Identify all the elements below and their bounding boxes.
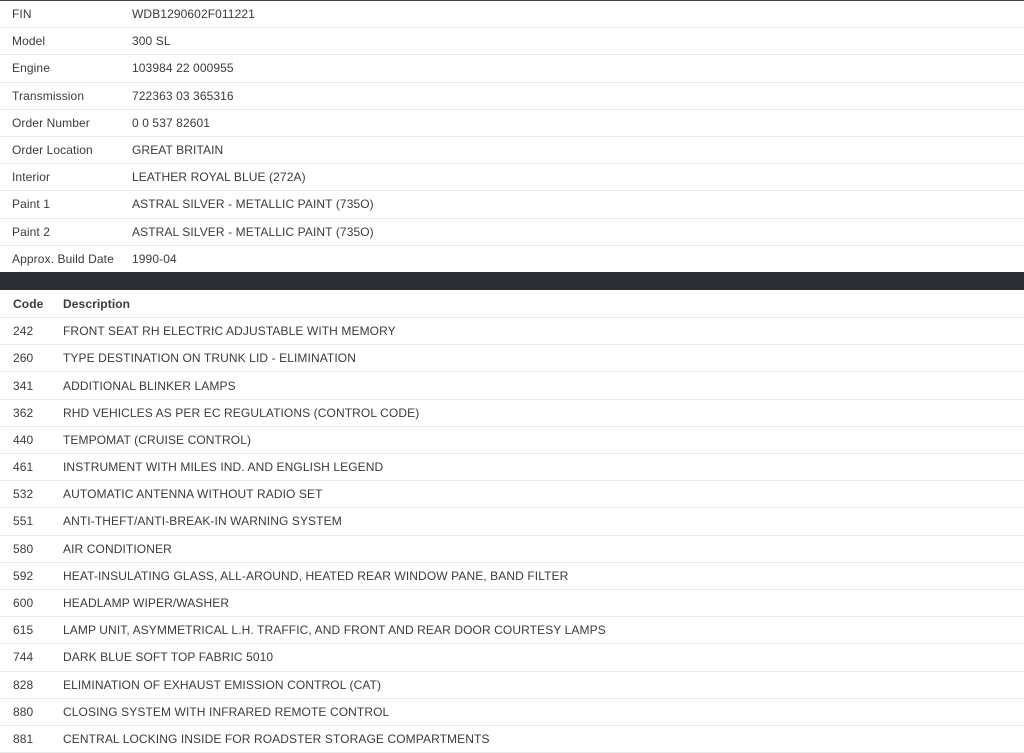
vehicle-info-value: 722363 03 365316	[132, 82, 1024, 109]
vehicle-info-value: ASTRAL SILVER - METALLIC PAINT (735O)	[132, 218, 1024, 245]
vehicle-info-label: Transmission	[0, 82, 132, 109]
option-code-row	[0, 535, 1024, 562]
option-codes-table	[0, 290, 1024, 753]
option-code-cell: 551	[0, 508, 63, 535]
option-code-cell: 242	[0, 318, 63, 345]
vehicle-info-label: Paint 1	[0, 191, 132, 218]
vehicle-info-value: LEATHER ROYAL BLUE (272A)	[132, 164, 1024, 191]
option-code-row	[0, 698, 1024, 725]
option-code-row	[0, 562, 1024, 589]
vehicle-info-value: 1990-04	[132, 252, 177, 267]
option-codes-header	[0, 290, 1024, 317]
option-description-cell: CENTRAL LOCKING INSIDE FOR ROADSTER STORAGE COMPARTMENTS	[63, 725, 1024, 752]
option-code-row	[0, 725, 1024, 752]
option-code-row	[0, 481, 1024, 508]
option-code-row	[0, 426, 1024, 453]
option-code-cell: 880	[0, 698, 63, 725]
option-description-cell: HEADLAMP WIPER/WASHER	[63, 589, 1024, 616]
option-code-cell: 341	[0, 372, 63, 399]
option-code-cell: 744	[0, 644, 63, 671]
option-code-cell: 362	[0, 399, 63, 426]
option-code-cell: 461	[0, 454, 63, 481]
option-code-row	[0, 399, 1024, 426]
option-description-cell: AIR CONDITIONER	[63, 535, 1024, 562]
option-code-row	[0, 372, 1024, 399]
vehicle-info-label: FIN	[0, 1, 132, 28]
option-description-cell: LAMP UNIT, ASYMMETRICAL L.H. TRAFFIC, AND FRONT AND REAR DOOR COURTESY LAMPS	[63, 617, 1024, 644]
vehicle-info-label: Interior	[0, 164, 132, 191]
vehicle-info-label: Order Number	[0, 109, 132, 136]
vehicle-info-row	[0, 109, 1024, 136]
vehicle-info-label: Paint 2	[0, 218, 132, 245]
vehicle-info-body	[0, 1, 1024, 273]
option-description-cell: TYPE DESTINATION ON TRUNK LID - ELIMINATION	[63, 345, 1024, 372]
option-code-row	[0, 345, 1024, 372]
option-code-cell: 260	[0, 345, 63, 372]
vehicle-info-label: Model	[0, 28, 132, 55]
vehicle-info-value: WDB1290602F011221	[132, 1, 1024, 28]
option-code-cell: 532	[0, 481, 63, 508]
vehicle-info-row	[0, 164, 1024, 191]
option-description-cell: AUTOMATIC ANTENNA WITHOUT RADIO SET	[63, 481, 1024, 508]
vehicle-info-row	[0, 28, 1024, 55]
vehicle-info-row	[0, 82, 1024, 109]
option-description-cell: RHD VEHICLES AS PER EC REGULATIONS (CONTROL CODE)	[63, 399, 1024, 426]
option-description-cell: ADDITIONAL BLINKER LAMPS	[63, 372, 1024, 399]
vehicle-info-row	[0, 218, 1024, 245]
option-description-cell: FRONT SEAT RH ELECTRIC ADJUSTABLE WITH MEMORY	[63, 318, 1024, 345]
option-code-cell: 881	[0, 725, 63, 752]
vehicle-info-value: ASTRAL SILVER - METALLIC PAINT (735O)	[132, 191, 1024, 218]
option-codes-body	[0, 318, 1024, 753]
vehicle-info-table	[0, 0, 1024, 272]
option-code-row	[0, 671, 1024, 698]
option-code-cell: 615	[0, 617, 63, 644]
vehicle-info-label: Engine	[0, 55, 132, 82]
option-description-cell: CLOSING SYSTEM WITH INFRARED REMOTE CONTROL	[63, 698, 1024, 725]
option-code-cell: 580	[0, 535, 63, 562]
option-description-cell: HEAT-INSULATING GLASS, ALL-AROUND, HEATED REAR WINDOW PANE, BAND FILTER	[63, 562, 1024, 589]
option-code-row	[0, 617, 1024, 644]
option-description-cell: TEMPOMAT (CRUISE CONTROL)	[63, 426, 1024, 453]
option-codes-header-description: Description	[63, 290, 1024, 317]
vehicle-info-value: 103984 22 000955	[132, 55, 1024, 82]
vehicle-info-row	[0, 55, 1024, 82]
section-divider-bar	[0, 272, 1024, 290]
vehicle-info-row	[0, 245, 1024, 272]
option-code-cell: 592	[0, 562, 63, 589]
vehicle-info-label: Approx. Build Date	[12, 252, 114, 267]
vehicle-info-row	[0, 191, 1024, 218]
vehicle-info-value: GREAT BRITAIN	[132, 136, 1024, 163]
option-code-row	[0, 644, 1024, 671]
option-code-row	[0, 589, 1024, 616]
option-codes-header-code: Code	[0, 290, 63, 317]
option-code-cell: 440	[0, 426, 63, 453]
option-code-row	[0, 508, 1024, 535]
option-codes-header-row	[0, 290, 1024, 317]
vehicle-info-row	[0, 136, 1024, 163]
option-code-row	[0, 454, 1024, 481]
option-code-row	[0, 318, 1024, 345]
option-code-cell: 828	[0, 671, 63, 698]
option-description-cell: DARK BLUE SOFT TOP FABRIC 5010	[63, 644, 1024, 671]
option-description-cell: ELIMINATION OF EXHAUST EMISSION CONTROL (CAT)	[63, 671, 1024, 698]
vehicle-info-value: 300 SL	[132, 28, 1024, 55]
option-code-cell: 600	[0, 589, 63, 616]
option-description-cell: ANTI-THEFT/ANTI-BREAK-IN WARNING SYSTEM	[63, 508, 1024, 535]
option-description-cell: INSTRUMENT WITH MILES IND. AND ENGLISH LEGEND	[63, 454, 1024, 481]
vehicle-info-value: 0 0 537 82601	[132, 109, 1024, 136]
vehicle-info-row	[0, 1, 1024, 28]
vehicle-info-label: Order Location	[0, 136, 132, 163]
